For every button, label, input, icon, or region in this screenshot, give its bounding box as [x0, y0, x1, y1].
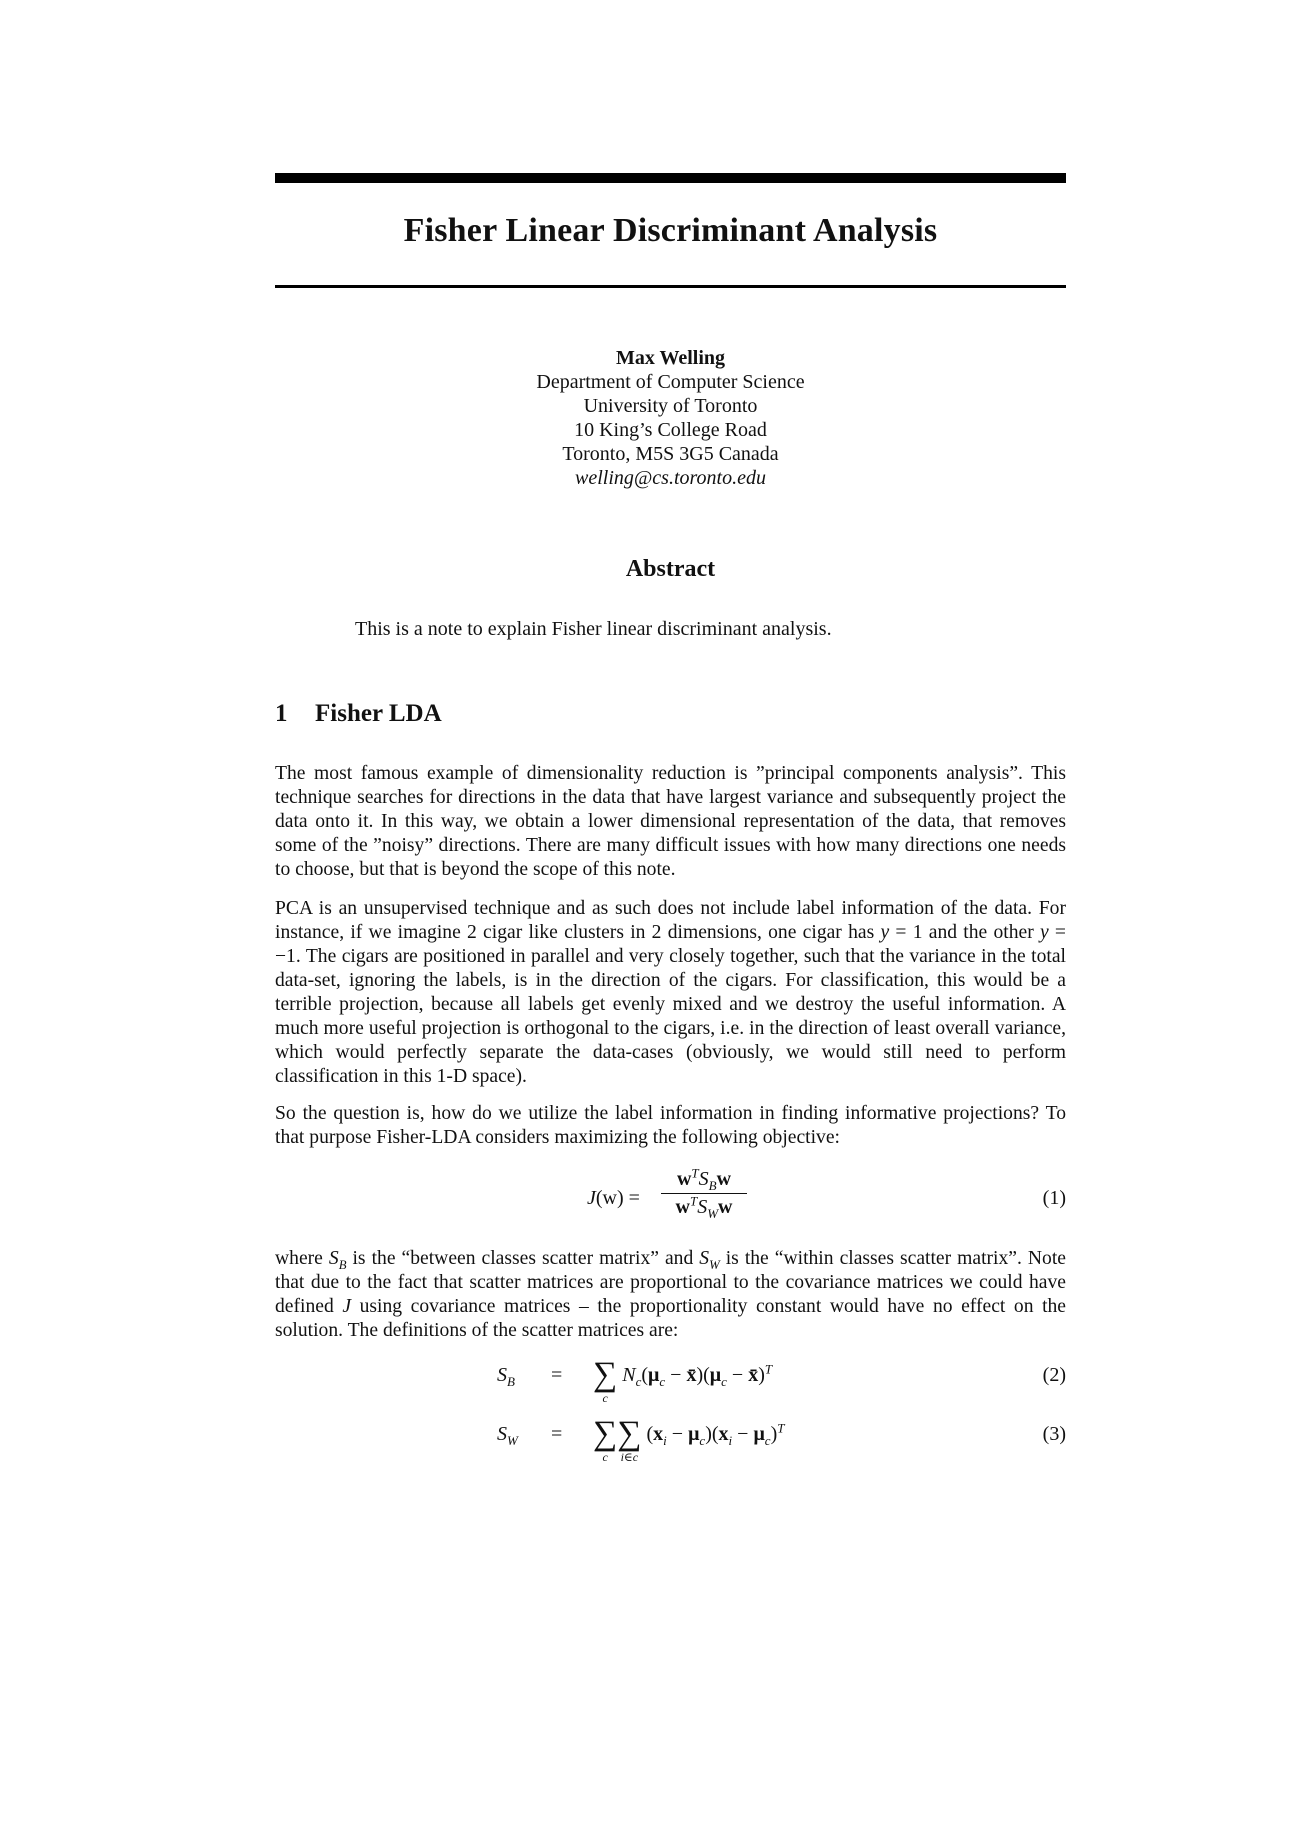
paragraph-pca-unsupervised: PCA is an unsupervised technique and as such does not include label information of the data. For instance, if we imagine 2 cigar like clusters in 2 dimensions, one cigar has y = 1 and the other y = −1. The cigars are positioned in parallel and very closely together, such that the variance in the total data-set, ignoring the labels, is in the direction of the cigars. For classification, this would be a terrible projection, because all labels get evenly mixed and we destroy the useful information. A much more useful projection is orthogonal to the cigars, i.e. in the direction of least overall variance, which would perfectly separate the data-cases (obviously, we would still need to perform classification in this 1-D space).: [275, 898, 1066, 1087]
equation-1-objective: J(w) = $w^TS_Bw$ $w^TS_Ww$ (1): [587, 1165, 1066, 1221]
equation-number: (2): [1042, 1364, 1066, 1386]
equation-2-between-scatter: $S_B$ = ∑ c $N_c(\mu_c$ − $x̄)(\mu_c$ − x̄)$^T$ (2): [497, 1356, 1066, 1405]
author-block: [275, 346, 1066, 490]
author-address: 10 King’s College Road: [574, 419, 767, 441]
abstract-text: This is a note to explain Fisher linear discriminant analysis.: [355, 618, 832, 640]
paper-title: Fisher Linear Discriminant Analysis: [403, 212, 938, 249]
author-university: University of Toronto: [583, 395, 758, 417]
objective-fraction: [661, 1165, 747, 1221]
sum-symbol: ∑ c: [593, 1415, 618, 1464]
paragraph-question: So the question is, how do we utilize the label information in finding informative projections? To that purpose Fisher-LDA considers maximizing the following objective:: [275, 1103, 1066, 1148]
fraction-denominator: $w^TS_Ww$: [675, 1193, 733, 1221]
fraction-numerator: $w^TS_Bw$: [676, 1165, 732, 1193]
title-bottom-rule: [275, 285, 1066, 288]
author-name: Max Welling: [615, 347, 726, 369]
abstract-heading: Abstract: [625, 556, 716, 582]
paragraph-pca-intro: The most famous example of dimensionality reduction is ”principal components analysis”. This technique searches for directions in the data that have largest variance and subsequently project the data onto it. In this way, we obtain a lower dimensional representation of the data, that removes some of the ”noisy” directions. There are many difficult issues with how many directions one needs to choose, but that is beyond the scope of this note.: [275, 763, 1066, 880]
equation-3-within-scatter: $S_W$ = ∑ c ∑ i∈c $(x_i - \mu_c)(x_i - \mu_c)^T$ (3): [497, 1415, 1066, 1464]
equation-number: (3): [1042, 1423, 1066, 1445]
section-heading: [275, 700, 442, 728]
sum-symbol: ∑ i∈c: [617, 1415, 642, 1464]
author-department: Department of Computer Science: [536, 371, 805, 393]
equation-number: (1): [1042, 1187, 1066, 1209]
author-email: welling@cs.toronto.edu: [575, 467, 766, 489]
paragraph-scatter-matrices: where $S_B$ is the “between classes scatter matrix” and $S_W$ is the “within classes scatter matrix”. Note that due to the fact that scatter matrices are proportional to the covariance matrices we could have defined J using covariance matrices – the proportionality constant would have no effect on the solution. The definitions of the scatter matrices are:: [275, 1248, 1067, 1341]
author-city: Toronto, M5S 3G5 Canada: [562, 443, 779, 465]
section-number: 1: [275, 700, 288, 727]
section-title: Fisher LDA: [315, 700, 442, 727]
sum-symbol: ∑ c: [593, 1356, 618, 1405]
title-top-rule: [275, 173, 1066, 183]
